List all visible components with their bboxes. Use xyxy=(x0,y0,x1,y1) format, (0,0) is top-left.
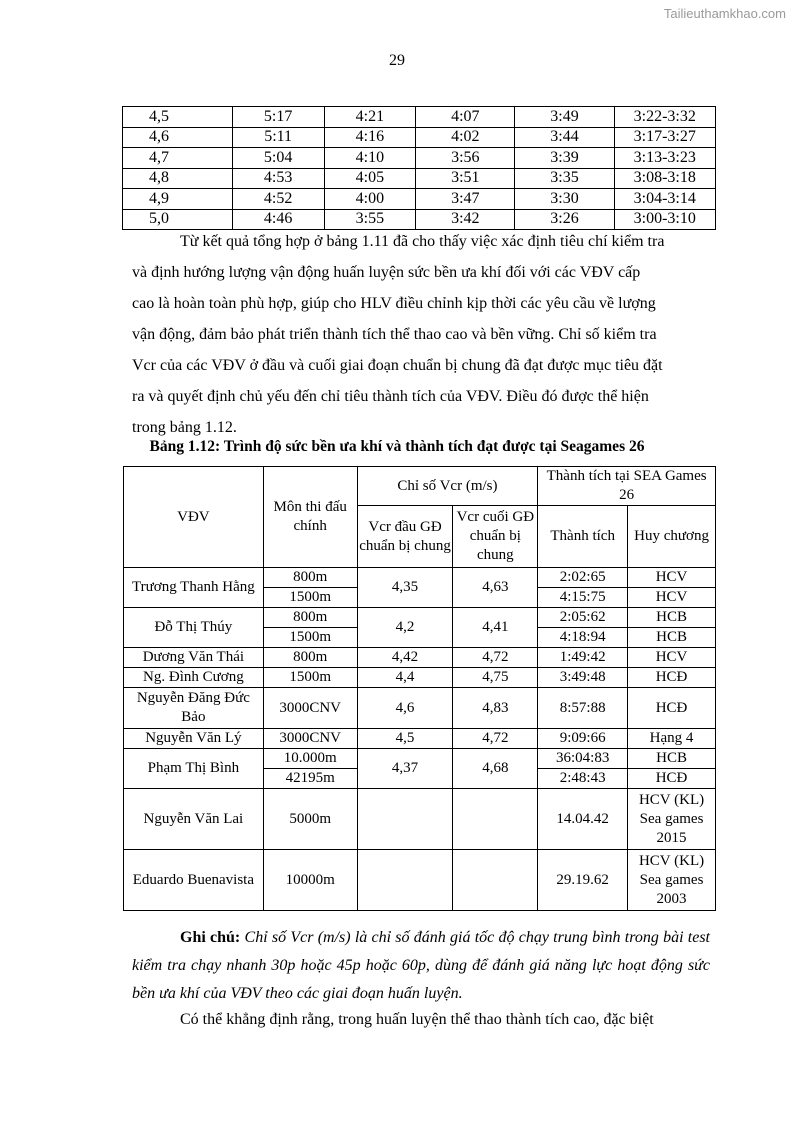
pace-time-cell: 5:04 xyxy=(232,148,324,169)
header-sea-group: Thành tích tại SEA Games 26 xyxy=(538,467,716,506)
pace-time-cell: 3:56 xyxy=(416,148,515,169)
athlete-name-cell: Dương Văn Thái xyxy=(124,648,264,668)
medal-cell: HCV (KL) Sea games 2015 xyxy=(628,789,716,850)
note-label: Ghi chú: xyxy=(180,929,241,946)
table-row xyxy=(124,568,716,588)
pace-time-cell: 3:49 xyxy=(515,107,614,128)
table-row xyxy=(124,729,716,749)
pace-time-cell: 5:11 xyxy=(232,127,324,148)
pace-time-cell: 3:47 xyxy=(416,189,515,210)
pace-time-cell: 3:51 xyxy=(416,168,515,189)
table-row xyxy=(124,608,716,628)
event-cell: 800m xyxy=(263,648,357,668)
pace-time-cell: 4:10 xyxy=(324,148,416,169)
medal-cell: HCV xyxy=(628,648,716,668)
pace-level-cell: 4,9 xyxy=(123,189,233,210)
medal-cell: HCĐ xyxy=(628,769,716,789)
vcr-end-cell: 4,72 xyxy=(453,729,538,749)
pace-level-cell: 4,5 xyxy=(123,107,233,128)
pace-time-cell: 3:42 xyxy=(416,209,515,230)
pace-time-cell: 3:26 xyxy=(515,209,614,230)
page-number: 29 xyxy=(389,52,405,69)
vcr-end-cell: 4,75 xyxy=(453,668,538,688)
header-vcr-start: Vcr đầu GĐ chuẩn bị chung xyxy=(357,506,453,568)
header-vcr-end: Vcr cuối GĐ chuẩn bị chung xyxy=(453,506,538,568)
table-row xyxy=(124,688,716,729)
vcr-end-cell: 4,68 xyxy=(453,749,538,789)
vcr-start-cell: 4,4 xyxy=(357,668,453,688)
event-cell: 1500m xyxy=(263,628,357,648)
result-cell: 2:02:65 xyxy=(538,568,628,588)
medal-cell: HCB xyxy=(628,608,716,628)
result-cell: 9:09:66 xyxy=(538,729,628,749)
header-event: Môn thi đấu chính xyxy=(263,467,357,568)
result-cell: 14.04.42 xyxy=(538,789,628,850)
pace-time-cell: 4:53 xyxy=(232,168,324,189)
vcr-end-cell: 4,72 xyxy=(453,648,538,668)
watermark: Tailieuthamkhao.com xyxy=(663,6,786,21)
pace-time-cell: 4:16 xyxy=(324,127,416,148)
header-result: Thành tích xyxy=(538,506,628,568)
pace-level-cell: 4,7 xyxy=(123,148,233,169)
event-cell: 3000CNV xyxy=(263,688,357,729)
pace-time-cell: 3:08-3:18 xyxy=(614,168,715,189)
pace-time-cell: 3:55 xyxy=(324,209,416,230)
vcr-end-cell: 4,83 xyxy=(453,688,538,729)
table-caption: Bảng 1.12: Trình độ sức bền ưa khí và thành tích đạt được tại Seagames 26 xyxy=(149,438,645,455)
pace-level-cell: 4,8 xyxy=(123,168,233,189)
table-row xyxy=(124,668,716,688)
medal-cell: HCV xyxy=(628,588,716,608)
pace-level-cell: 4,6 xyxy=(123,127,233,148)
medal-cell: HCĐ xyxy=(628,688,716,729)
medal-cell: Hạng 4 xyxy=(628,729,716,749)
table-row xyxy=(124,749,716,769)
athlete-name-cell: Nguyễn Văn Lai xyxy=(124,789,264,850)
vcr-end-cell: 4,41 xyxy=(453,608,538,648)
vcr-end-cell: 4,63 xyxy=(453,568,538,608)
athlete-name-cell: Ng. Đình Cương xyxy=(124,668,264,688)
pace-time-cell: 4:00 xyxy=(324,189,416,210)
table-row xyxy=(123,107,716,128)
result-cell: 1:49:42 xyxy=(538,648,628,668)
event-cell: 10.000m xyxy=(263,749,357,769)
pace-time-cell: 4:52 xyxy=(232,189,324,210)
pace-time-cell: 3:00-3:10 xyxy=(614,209,715,230)
medal-cell: HCV (KL) Sea games 2003 xyxy=(628,850,716,911)
vcr-start-cell: 4,2 xyxy=(357,608,453,648)
pace-time-cell: 3:17-3:27 xyxy=(614,127,715,148)
event-cell: 3000CNV xyxy=(263,729,357,749)
vcr-start-cell xyxy=(357,789,453,850)
result-cell: 4:18:94 xyxy=(538,628,628,648)
vcr-start-cell xyxy=(357,850,453,911)
pace-time-cell: 3:30 xyxy=(515,189,614,210)
result-cell: 2:05:62 xyxy=(538,608,628,628)
pace-time-cell: 3:22-3:32 xyxy=(614,107,715,128)
athlete-name-cell: Phạm Thị Bình xyxy=(124,749,264,789)
result-cell: 8:57:88 xyxy=(538,688,628,729)
header-medal: Huy chương xyxy=(628,506,716,568)
result-cell: 3:49:48 xyxy=(538,668,628,688)
header-vcr-group: Chỉ số Vcr (m/s) xyxy=(357,467,538,506)
table-row xyxy=(124,789,716,850)
table-row xyxy=(124,648,716,668)
paragraph-line: và định hướng lượng vận động huấn luyện sức bền ưa khí đối với các VĐV cấp xyxy=(132,264,641,281)
medal-cell: HCĐ xyxy=(628,668,716,688)
paragraph-line: Vcr của các VĐV ở đầu và cuối giai đoạn chuẩn bị chung đã đạt được mục tiêu đặt xyxy=(132,357,663,374)
paragraph-line: Có thể khẳng định rằng, trong huấn luyện thể thao thành tích cao, đặc biệt xyxy=(180,1011,654,1028)
event-cell: 42195m xyxy=(263,769,357,789)
pace-level-cell: 5,0 xyxy=(123,209,233,230)
pace-time-cell: 3:44 xyxy=(515,127,614,148)
athlete-name-cell: Trương Thanh Hằng xyxy=(124,568,264,608)
pace-time-cell: 3:04-3:14 xyxy=(614,189,715,210)
pace-time-cell: 4:05 xyxy=(324,168,416,189)
paragraph-table-discussion xyxy=(132,226,710,443)
pace-time-cell: 3:13-3:23 xyxy=(614,148,715,169)
athlete-results-table xyxy=(123,466,716,911)
paragraph-line: vận động, đảm bảo phát triển thành tích thể thao cao và bền vững. Chỉ số kiểm tra xyxy=(132,326,657,343)
event-cell: 800m xyxy=(263,568,357,588)
pace-time-cell: 4:46 xyxy=(232,209,324,230)
medal-cell: HCV xyxy=(628,568,716,588)
pace-time-cell: 5:17 xyxy=(232,107,324,128)
pace-time-cell: 4:02 xyxy=(416,127,515,148)
event-cell: 800m xyxy=(263,608,357,628)
vcr-start-cell: 4,6 xyxy=(357,688,453,729)
result-cell: 29.19.62 xyxy=(538,850,628,911)
pace-time-cell: 3:35 xyxy=(515,168,614,189)
paragraph-line: ra và quyết định chủ yếu đến chỉ tiêu thành tích của VĐV. Điều đó được thể hiện xyxy=(132,388,649,405)
vcr-end-cell xyxy=(453,789,538,850)
event-cell: 10000m xyxy=(263,850,357,911)
vcr-start-cell: 4,42 xyxy=(357,648,453,668)
athlete-name-cell: Nguyễn Đăng Đức Bảo xyxy=(124,688,264,729)
pace-time-cell: 3:39 xyxy=(515,148,614,169)
pace-time-cell: 4:21 xyxy=(324,107,416,128)
athlete-name-cell: Eduardo Buenavista xyxy=(124,850,264,911)
result-cell: 4:15:75 xyxy=(538,588,628,608)
table-row xyxy=(123,148,716,169)
vcr-end-cell xyxy=(453,850,538,911)
event-cell: 1500m xyxy=(263,668,357,688)
paragraph-line: Từ kết quả tổng hợp ở bảng 1.11 đã cho thấy việc xác định tiêu chí kiểm tra xyxy=(180,233,665,250)
header-athlete: VĐV xyxy=(124,467,264,568)
table-row xyxy=(124,850,716,911)
paragraph-line: trong bảng 1.12. xyxy=(132,419,237,436)
result-cell: 2:48:43 xyxy=(538,769,628,789)
event-cell: 1500m xyxy=(263,588,357,608)
event-cell: 5000m xyxy=(263,789,357,850)
note-paragraph xyxy=(132,924,710,1008)
result-cell: 36:04:83 xyxy=(538,749,628,769)
table-row xyxy=(123,189,716,210)
vcr-start-cell: 4,5 xyxy=(357,729,453,749)
athlete-name-cell: Nguyễn Văn Lý xyxy=(124,729,264,749)
pace-table xyxy=(122,106,716,230)
medal-cell: HCB xyxy=(628,749,716,769)
athlete-name-cell: Đỗ Thị Thúy xyxy=(124,608,264,648)
pace-time-cell: 4:07 xyxy=(416,107,515,128)
paragraph-conclusion xyxy=(132,1004,710,1035)
vcr-start-cell: 4,35 xyxy=(357,568,453,608)
table-row xyxy=(123,127,716,148)
table-row xyxy=(123,168,716,189)
medal-cell: HCB xyxy=(628,628,716,648)
vcr-start-cell: 4,37 xyxy=(357,749,453,789)
note-text: Chỉ số Vcr (m/s) là chỉ số đánh giá tốc độ chạy trung bình trong bài test kiểm tra chạy nhanh 30p hoặc 45p hoặc 60p, dùng để đánh giá năng lực hoạt động sức bền ưa khí của VĐV theo các giai đoạn huấn luyện. xyxy=(132,929,711,1002)
paragraph-line: cao là hoàn toàn phù hợp, giúp cho HLV điều chỉnh kịp thời các yêu cầu về lượng xyxy=(132,295,656,312)
